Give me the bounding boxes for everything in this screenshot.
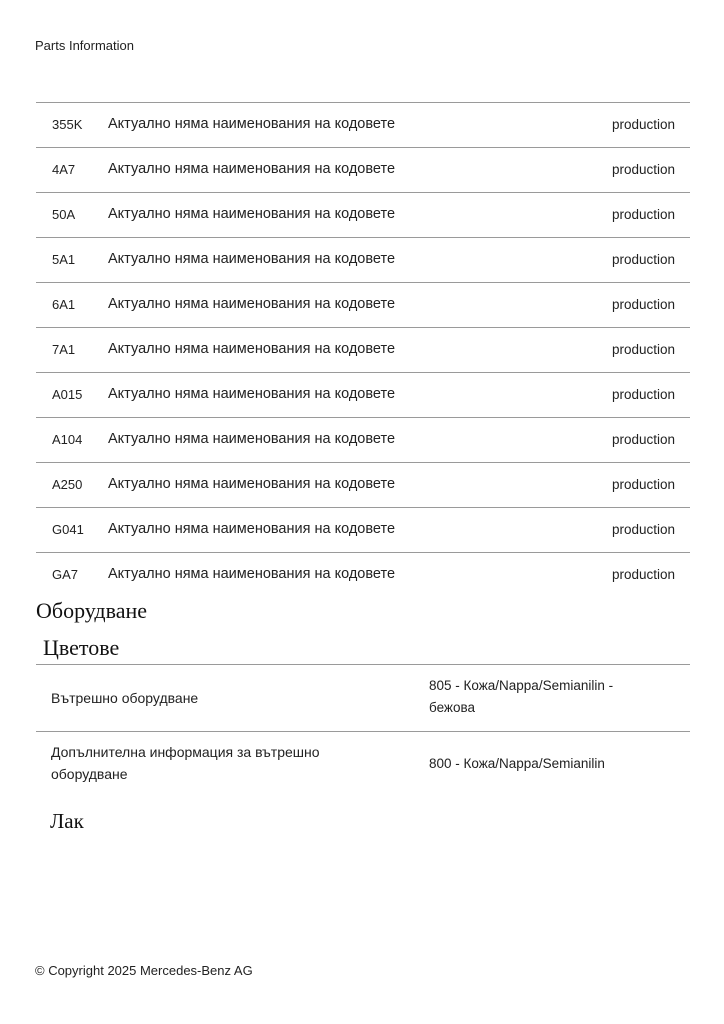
code-cell: A250	[52, 477, 83, 492]
code-cell: A104	[52, 432, 83, 447]
table-row	[36, 103, 690, 148]
status-cell: production	[611, 387, 675, 402]
copyright-footer: © Copyright 2025 Mercedes-Benz AG	[35, 963, 253, 978]
description-cell: Актуално няма наименования на кодовете	[108, 566, 396, 582]
code-cell: G041	[52, 522, 84, 537]
table-row	[36, 373, 690, 418]
color-value-cell: 800 - Кожа/Nappa/Semianilin	[429, 756, 605, 771]
code-cell: 6A1	[52, 297, 76, 312]
color-label-cell: Вътрешно оборудване	[51, 690, 199, 706]
status-cell: production	[611, 297, 675, 312]
table-row	[36, 328, 690, 373]
status-cell: production	[611, 432, 675, 447]
status-cell: production	[611, 207, 675, 222]
page-header-title: Parts Information	[35, 38, 134, 53]
code-cell: 355K	[52, 117, 83, 132]
table-row	[36, 193, 690, 238]
table-row	[36, 283, 690, 328]
status-cell: production	[611, 162, 675, 177]
code-cell: 4A7	[52, 162, 76, 177]
colors-table	[36, 664, 690, 798]
color-value-cell: 805 - Кожа/Nappa/Semianilin - бежова	[429, 678, 614, 715]
description-cell: Актуално няма наименования на кодовете	[108, 521, 396, 537]
description-cell: Актуално няма наименования на кодовете	[108, 341, 396, 357]
description-cell: Актуално няма наименования на кодовете	[108, 116, 396, 132]
status-cell: production	[611, 252, 675, 267]
table-row	[36, 665, 690, 732]
table-row	[36, 463, 690, 508]
equipment-heading: Оборудване	[36, 598, 147, 623]
description-cell: Актуално няма наименования на кодовете	[108, 476, 396, 492]
status-cell: production	[611, 342, 675, 357]
description-cell: Актуално няма наименования на кодовете	[108, 296, 396, 312]
colors-heading: Цветове	[43, 635, 120, 660]
table-row	[36, 418, 690, 463]
paint-heading: Лак	[50, 809, 84, 833]
table-row	[36, 508, 690, 553]
codes-table	[36, 102, 690, 597]
table-row	[36, 238, 690, 283]
table-row	[36, 732, 690, 798]
status-cell: production	[611, 117, 675, 132]
color-label-cell: Допълнителна информация за вътрешно оборудване	[51, 744, 320, 782]
description-cell: Актуално няма наименования на кодовете	[108, 206, 396, 222]
status-cell: production	[611, 567, 675, 582]
description-cell: Актуално няма наименования на кодовете	[108, 161, 396, 177]
code-cell: GA7	[52, 567, 79, 582]
status-cell: production	[611, 477, 675, 492]
description-cell: Актуално няма наименования на кодовете	[108, 386, 396, 402]
code-cell: 50A	[52, 207, 76, 222]
code-cell: 7A1	[52, 342, 76, 357]
description-cell: Актуално няма наименования на кодовете	[108, 251, 396, 267]
status-cell: production	[611, 522, 675, 537]
table-row	[36, 148, 690, 193]
table-row	[36, 553, 690, 597]
code-cell: 5A1	[52, 252, 76, 267]
description-cell: Актуално няма наименования на кодовете	[108, 431, 396, 447]
code-cell: A015	[52, 387, 83, 402]
